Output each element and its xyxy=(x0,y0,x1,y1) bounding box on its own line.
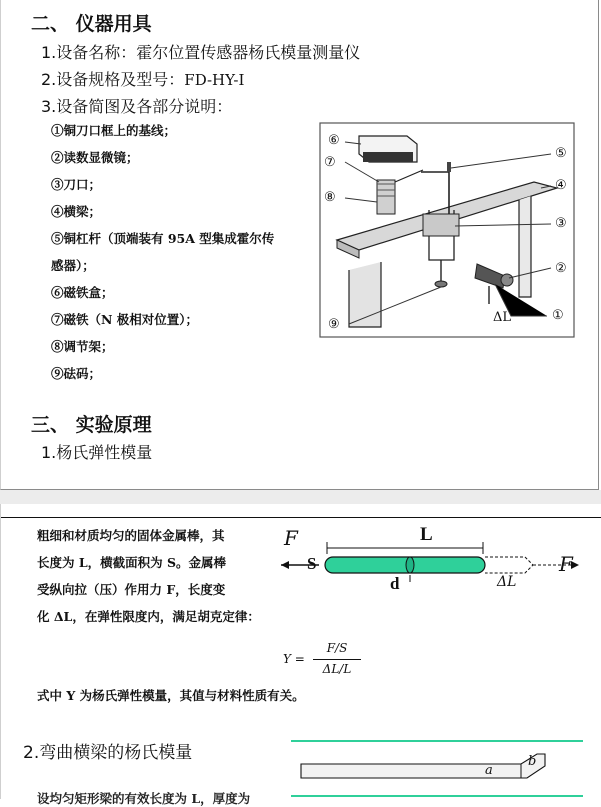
cut-off-line: 设均匀矩形梁的有效长度为 L，厚度为 xyxy=(37,791,251,806)
diagram-marker-9: ⑨ xyxy=(328,317,340,332)
magnet xyxy=(363,152,413,162)
adjusting-frame xyxy=(377,180,395,214)
part-list-item: ⑨砝码； xyxy=(51,366,102,381)
weight xyxy=(435,281,447,287)
equipment-name: 1.设备名称：霍尔位置传感器杨氏模量测量仪 xyxy=(41,43,361,62)
metal-rod xyxy=(325,557,485,573)
paragraph-line: 长度为 L，横截面积为 S。金属棒 xyxy=(37,555,227,570)
section-heading-instruments: 二、 仪器用具 xyxy=(31,13,152,35)
equipment-model xyxy=(41,67,244,90)
diagram-marker-3: ③ xyxy=(555,216,567,231)
beam-diagram xyxy=(291,740,583,799)
diagram-marker-4: ④ xyxy=(555,178,567,193)
formula-numerator: F/S xyxy=(326,641,348,655)
force-label-left: F xyxy=(284,526,298,550)
part-list-item: ⑦磁铁（N 极相对位置）； xyxy=(51,312,199,327)
equipment-diagram-caption: 3.设备简图及各部分说明： xyxy=(41,97,233,116)
part-list-item: 感器）； xyxy=(51,258,95,273)
apparatus-diagram xyxy=(319,122,575,338)
formula-fraction-bar xyxy=(313,659,361,660)
part-list-item: ①铜刀口框上的基线； xyxy=(51,123,177,138)
part-list-item: ⑧调节架； xyxy=(51,339,114,354)
formula-lhs: Y = xyxy=(283,652,305,666)
force-label-right: F xyxy=(559,552,573,576)
area-label: S xyxy=(307,554,317,573)
hall-sensor xyxy=(447,162,451,172)
diagram-delta-label: ΔL xyxy=(493,310,512,325)
part-list-item: ③刀口； xyxy=(51,177,102,192)
paragraph-line: 粗细和材质均匀的固体金属棒，其 xyxy=(37,528,225,543)
diagram-marker-1: ① xyxy=(552,308,564,323)
beam-label-b: b xyxy=(528,754,537,769)
part-list-item: ⑤铜杠杆（顶端装有 95A 型集成霍尔传 xyxy=(51,231,275,246)
rod-cross-section xyxy=(406,557,414,573)
diagram-marker-7: ⑦ xyxy=(324,155,336,170)
rod-extension xyxy=(485,557,533,573)
part-list-item: ②读数显微镜； xyxy=(51,150,139,165)
paragraph-line: 受纵向拉（压）作用力 F，长度变 xyxy=(37,582,226,597)
diameter-label: d xyxy=(390,574,400,593)
part-list-item: ④横梁； xyxy=(51,204,102,219)
diagram-marker-6: ⑥ xyxy=(328,133,340,148)
microscope-eyepiece xyxy=(501,274,513,286)
elongation-label: ΔL xyxy=(497,574,517,590)
equipment-model-label: 2.设备规格及型号： xyxy=(41,70,185,89)
knife-edge xyxy=(423,214,459,236)
beam-label-a: a xyxy=(485,763,493,778)
formula-note: 式中 Y 为杨氏弹性模量，其值与材料性质有关。 xyxy=(37,688,305,703)
paragraph-line: 化 ΔL，在弹性限度内，满足胡克定律： xyxy=(37,609,260,624)
right-support xyxy=(519,196,531,297)
length-label: L xyxy=(420,524,433,545)
principle-subheading: 1.杨氏弹性模量 xyxy=(41,443,153,462)
diagram-marker-5: ⑤ xyxy=(555,146,567,161)
page-gap xyxy=(0,490,601,504)
formula-denominator: ΔL/L xyxy=(322,662,352,676)
page-top-rule xyxy=(1,517,601,518)
part-list-item: ⑥磁铁盒； xyxy=(51,285,114,300)
diagram-marker-2: ② xyxy=(555,261,567,276)
equipment-model-value: FD-HY-I xyxy=(184,71,245,89)
diagram-marker-8: ⑧ xyxy=(324,190,336,205)
beam-section-heading: 2.弯曲横梁的杨氏模量 xyxy=(23,743,193,763)
section-heading-principle: 三、 实验原理 xyxy=(31,414,152,436)
beam-box xyxy=(301,754,545,778)
document-page-2 xyxy=(0,504,601,806)
force-arrowhead-left xyxy=(281,561,289,569)
